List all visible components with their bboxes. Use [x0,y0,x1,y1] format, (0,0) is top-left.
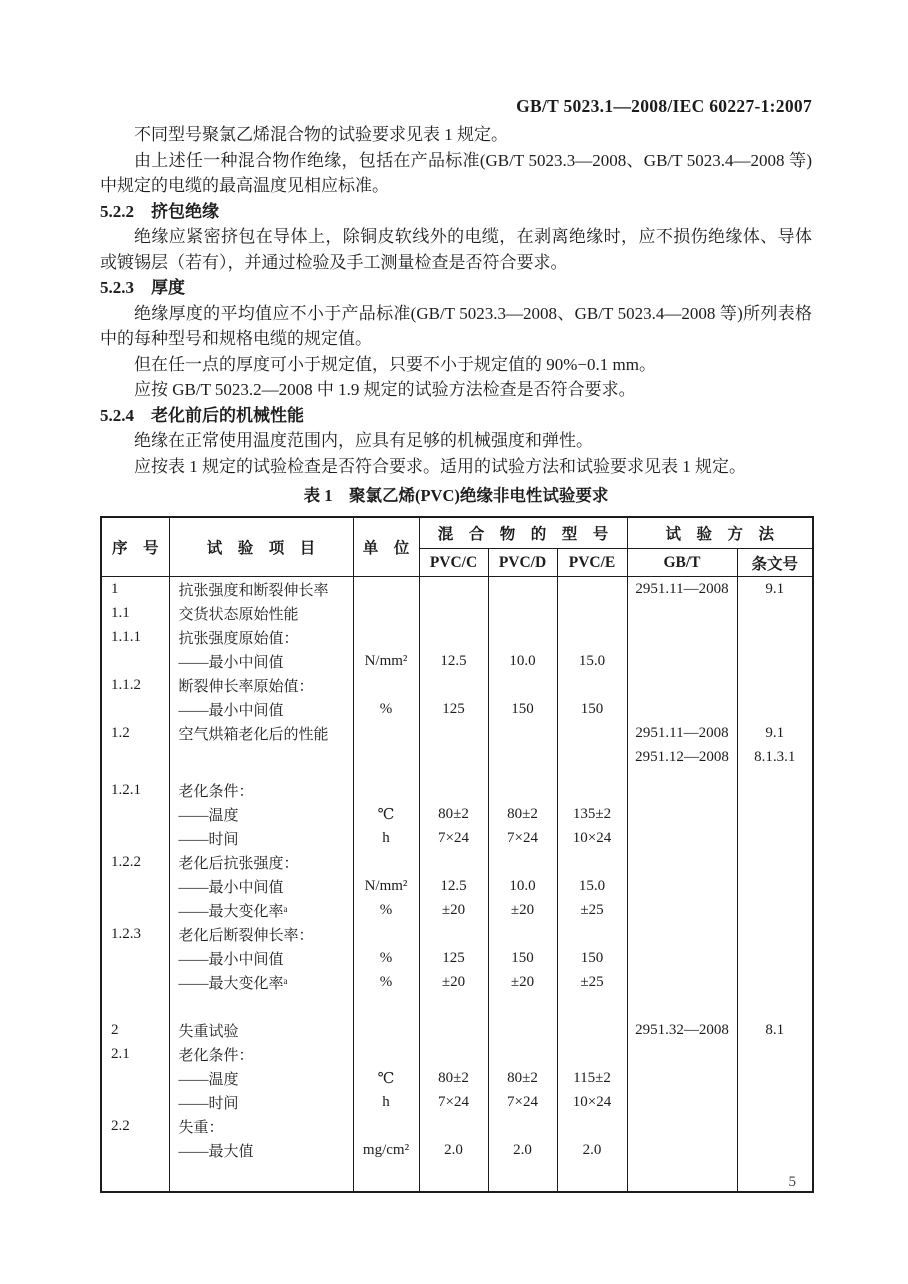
table-cell: 7×24 [419,826,488,850]
table-cell: 2951.11—2008 [627,721,737,745]
table-cell [737,994,813,1018]
table-cell: 8.1.3.1 [737,745,813,769]
table-header-cell-gbt: GB/T [627,549,737,577]
table-cell [101,874,169,898]
table-cell: 抗张强度和断裂伸长率 [169,577,353,602]
table-cell [101,802,169,826]
table-cell: 7×24 [488,1090,557,1114]
table-row [101,577,813,602]
table-header-cell-clause: 条文号 [737,549,813,577]
table-header-cell-seq: 序 号 [101,517,169,577]
table-cell [737,769,813,778]
table-cell [557,778,627,802]
table-cell [488,625,557,649]
table-cell: 2.0 [557,1138,627,1162]
table-cell: ——最大值 [169,1138,353,1162]
table-cell: 抗张强度原始值： [169,625,353,649]
table-cell [419,721,488,745]
table-cell [737,1114,813,1138]
table-row [101,970,813,994]
table-cell: 1 [101,577,169,602]
table-cell [557,1018,627,1042]
table-cell: 7×24 [488,826,557,850]
table-cell [627,922,737,946]
table-cell: 9.1 [737,721,813,745]
table-cell: 老化后断裂伸长率： [169,922,353,946]
table-cell [627,625,737,649]
paragraph: 绝缘应紧密挤包在导体上，除铜皮软线外的电缆，在剥离绝缘时，应不损伤绝缘体、导体或镀锡层（若有），并通过检验及手工测量检查是否符合要求。 [100,227,812,272]
table-cell [101,1066,169,1090]
table-cell: 150 [557,946,627,970]
paragraph: 绝缘在正常使用温度范围内，应具有足够的机械强度和弹性。 [134,431,593,450]
table-cell: ——最小中间值 [169,697,353,721]
table-cell [419,625,488,649]
table-cell [419,1018,488,1042]
table-spacer-row [101,1162,813,1192]
table-row [101,601,813,625]
table-body [101,577,813,1193]
table-row [101,1042,813,1066]
table-cell: ±25 [557,970,627,994]
table-cell [557,1114,627,1138]
paragraph: 应按表 1 规定的试验检查是否符合要求。适用的试验方法和试验要求见表 1 规定。 [134,456,746,476]
table-cell [737,802,813,826]
table-cell [737,970,813,994]
table-cell: h [353,826,419,850]
table-cell [627,1162,737,1192]
table-cell [557,1162,627,1192]
table-cell [353,745,419,769]
table-cell [353,601,419,625]
page-number: 5 [788,1174,796,1190]
table-cell: 7×24 [419,1090,488,1114]
table-cell [101,946,169,970]
table-row [101,673,813,697]
table-cell: 80±2 [419,1066,488,1090]
table-cell [488,994,557,1018]
table-cell [101,745,169,769]
table-cell [488,1162,557,1192]
table-cell [737,922,813,946]
table-cell [557,577,627,602]
table-header-cell-pvc-e: PVC/E [557,549,627,577]
table-cell [419,673,488,697]
table-cell: 1.1.1 [101,625,169,649]
table-cell [737,673,813,697]
table-cell [419,769,488,778]
table-row [101,802,813,826]
table-cell [737,649,813,673]
table-cell: 10×24 [557,1090,627,1114]
table-cell: 15.0 [557,649,627,673]
table-cell [627,697,737,721]
table-cell [353,1018,419,1042]
table-header-cell-pvc-c: PVC/C [419,549,488,577]
table-cell: 1.1 [101,601,169,625]
table-cell: 1.2 [101,721,169,745]
table-cell [488,745,557,769]
table-cell: 2951.11—2008 [627,577,737,602]
section-heading: 5.2.3 厚度 [100,278,185,297]
table-spacer-row [101,994,813,1018]
table-cell [557,721,627,745]
table-cell [419,601,488,625]
table-row [101,922,813,946]
table-cell [419,1114,488,1138]
table-cell [737,1042,813,1066]
table-cell [737,874,813,898]
table-cell: ——温度 [169,1066,353,1090]
table-cell [488,850,557,874]
table-cell: 150 [488,946,557,970]
table-header [101,517,813,577]
table-cell: 老化条件： [169,1042,353,1066]
table-cell [488,721,557,745]
table-cell [353,1042,419,1066]
table-cell: 2.0 [488,1138,557,1162]
table-cell: 1.2.3 [101,922,169,946]
table-cell: 10×24 [557,826,627,850]
table-cell: 失重试验 [169,1018,353,1042]
table-row [101,946,813,970]
table-header-cell-mixture-group: 混 合 物 的 型 号 [419,517,627,549]
table-cell: ℃ [353,1066,419,1090]
table-cell [557,850,627,874]
table-cell: 9.1 [737,577,813,602]
table-cell: 15.0 [557,874,627,898]
table-cell [488,601,557,625]
table-cell: 2.1 [101,1042,169,1066]
table-cell [488,1042,557,1066]
table-title: 表 1 聚氯乙烯(PVC)绝缘非电性试验要求 [303,486,609,505]
table-cell: 1.2.2 [101,850,169,874]
table-row [101,778,813,802]
table-row [101,1114,813,1138]
content-sections [100,122,812,479]
table-cell [737,1138,813,1162]
table-cell: 2.2 [101,1114,169,1138]
table-cell [737,850,813,874]
table-header-cell-method-group: 试 验 方 法 [627,517,813,549]
table-cell [627,1114,737,1138]
table-cell: 80±2 [419,802,488,826]
paragraph: 由上述任一种混合物作绝缘，包括在产品标准(GB/T 5023.3—2008、GB/T 5023.4—2008 等)中规定的电缆的最高温度见相应标准。 [100,150,812,195]
table-cell [353,922,419,946]
table-row [101,850,813,874]
table-cell: 10.0 [488,649,557,673]
table-cell [737,697,813,721]
table-cell: 8.1 [737,1018,813,1042]
table-cell: ——最大变化率ᵃ [169,898,353,922]
table-cell: 断裂伸长率原始值： [169,673,353,697]
table-cell [488,1114,557,1138]
table-row [101,1066,813,1090]
table-cell [169,1162,353,1192]
table-cell [627,802,737,826]
table-cell [557,745,627,769]
table-cell [488,673,557,697]
paragraph: 不同型号聚氯乙烯混合物的试验要求见表 1 规定。 [134,125,508,144]
table-cell [101,826,169,850]
table-cell [627,769,737,778]
table-cell [169,745,353,769]
table-cell: ±20 [488,898,557,922]
table-cell [737,778,813,802]
table-cell [627,826,737,850]
table-cell [627,673,737,697]
table-cell: ±25 [557,898,627,922]
table-cell [737,1090,813,1114]
table-cell: 135±2 [557,802,627,826]
table-cell [419,850,488,874]
table-cell [419,778,488,802]
table-cell [101,898,169,922]
table-cell: ——最小中间值 [169,649,353,673]
table-cell: ——时间 [169,826,353,850]
document-content [100,122,812,1193]
table-cell [627,946,737,970]
table-cell: 125 [419,946,488,970]
table-cell [353,994,419,1018]
table-cell [353,721,419,745]
table-row [101,874,813,898]
paragraph: 但在任一点的厚度可小于规定值，只要不小于规定值的 90%−0.1 mm。 [134,354,656,374]
table-row [101,1138,813,1162]
table-cell [737,898,813,922]
table-cell: ℃ [353,802,419,826]
table-cell [101,649,169,673]
table-cell: 150 [488,697,557,721]
table-cell [627,970,737,994]
table-cell [419,1042,488,1066]
table-cell [353,778,419,802]
table-cell [737,601,813,625]
table-cell: 空气烘箱老化后的性能 [169,721,353,745]
table-cell: 1.1.2 [101,673,169,697]
table-cell: N/mm² [353,649,419,673]
table-row [101,649,813,673]
table-cell [101,1138,169,1162]
table-cell: 80±2 [488,1066,557,1090]
table-row [101,898,813,922]
table-cell: 10.0 [488,874,557,898]
table-cell [557,601,627,625]
table-cell [737,1162,813,1192]
table-cell: 12.5 [419,649,488,673]
table-cell [627,649,737,673]
table-cell [101,697,169,721]
table-cell: 失重： [169,1114,353,1138]
table-cell [353,1114,419,1138]
table-cell [627,898,737,922]
table-cell [488,922,557,946]
table-cell [419,922,488,946]
table-cell [488,778,557,802]
table-cell [627,1138,737,1162]
table-cell [419,577,488,602]
table-cell: mg/cm² [353,1138,419,1162]
table-cell: 115±2 [557,1066,627,1090]
table-cell: 交货状态原始性能 [169,601,353,625]
table-cell [419,745,488,769]
table-cell [557,994,627,1018]
table-cell [737,946,813,970]
table-cell: ±20 [419,970,488,994]
table-cell [627,601,737,625]
table-cell [627,1090,737,1114]
table-cell [488,769,557,778]
table-cell [627,994,737,1018]
table-cell: ——温度 [169,802,353,826]
table-cell [557,922,627,946]
table-cell [627,874,737,898]
table-cell [101,769,169,778]
table-cell [419,1162,488,1192]
table-cell: h [353,1090,419,1114]
table-cell [101,970,169,994]
paragraph: 绝缘厚度的平均值应不小于产品标准(GB/T 5023.3—2008、GB/T 5023.4—2008 等)所列表格中的每种型号和规格电缆的规定值。 [100,303,812,348]
table-row [101,721,813,745]
table-cell: 2.0 [419,1138,488,1162]
table-header-cell-pvc-d: PVC/D [488,549,557,577]
table-cell [419,994,488,1018]
table-cell: ——时间 [169,1090,353,1114]
table-cell [353,673,419,697]
table-cell [101,1162,169,1192]
table-cell: ——最大变化率ᵃ [169,970,353,994]
table-cell: % [353,898,419,922]
table-cell [737,625,813,649]
table-row [101,697,813,721]
pvc-test-requirements-table [100,516,814,1193]
table-cell [169,994,353,1018]
table-cell [488,577,557,602]
table-cell: N/mm² [353,874,419,898]
table-cell: 1.2.1 [101,778,169,802]
table-row [101,1018,813,1042]
paragraph: 应按 GB/T 5023.2—2008 中 1.9 规定的试验方法检查是否符合要求。 [134,380,636,399]
table-row [101,826,813,850]
table-cell [627,1066,737,1090]
table-cell: ±20 [419,898,488,922]
table-cell [627,850,737,874]
table-row [101,625,813,649]
table-cell [557,673,627,697]
table-cell [737,826,813,850]
table-cell: 12.5 [419,874,488,898]
table-cell: 2951.32—2008 [627,1018,737,1042]
table-cell: 老化后抗张强度： [169,850,353,874]
table-row [101,1090,813,1114]
table-cell [353,1162,419,1192]
table-cell [101,994,169,1018]
table-cell: ±20 [488,970,557,994]
table-cell [737,1066,813,1090]
table-cell: 2 [101,1018,169,1042]
table-cell [557,1042,627,1066]
table-cell [488,1018,557,1042]
table-cell [353,577,419,602]
table-cell [627,778,737,802]
table-header-cell-unit: 单 位 [353,517,419,577]
table-cell [557,625,627,649]
standard-number-header: GB/T 5023.1—2008/IEC 60227-1:2007 [516,96,812,116]
table-cell [557,769,627,778]
table-cell: ——最小中间值 [169,874,353,898]
table-cell [353,625,419,649]
table-row [101,745,813,769]
table-cell: 老化条件： [169,778,353,802]
table-cell: 150 [557,697,627,721]
table-cell: 125 [419,697,488,721]
table-cell: % [353,946,419,970]
table-cell: % [353,970,419,994]
table-cell [627,1042,737,1066]
section-heading: 5.2.4 老化前后的机械性能 [100,405,304,425]
table-spacer-row [101,769,813,778]
table-cell [353,769,419,778]
table-header-cell-item: 试 验 项 目 [169,517,353,577]
table-cell: ——最小中间值 [169,946,353,970]
table-cell: 80±2 [488,802,557,826]
section-heading: 5.2.2 挤包绝缘 [100,201,219,221]
table-cell [353,850,419,874]
table-cell: 2951.12—2008 [627,745,737,769]
table-cell [169,769,353,778]
table-cell [101,1090,169,1114]
table-cell: % [353,697,419,721]
